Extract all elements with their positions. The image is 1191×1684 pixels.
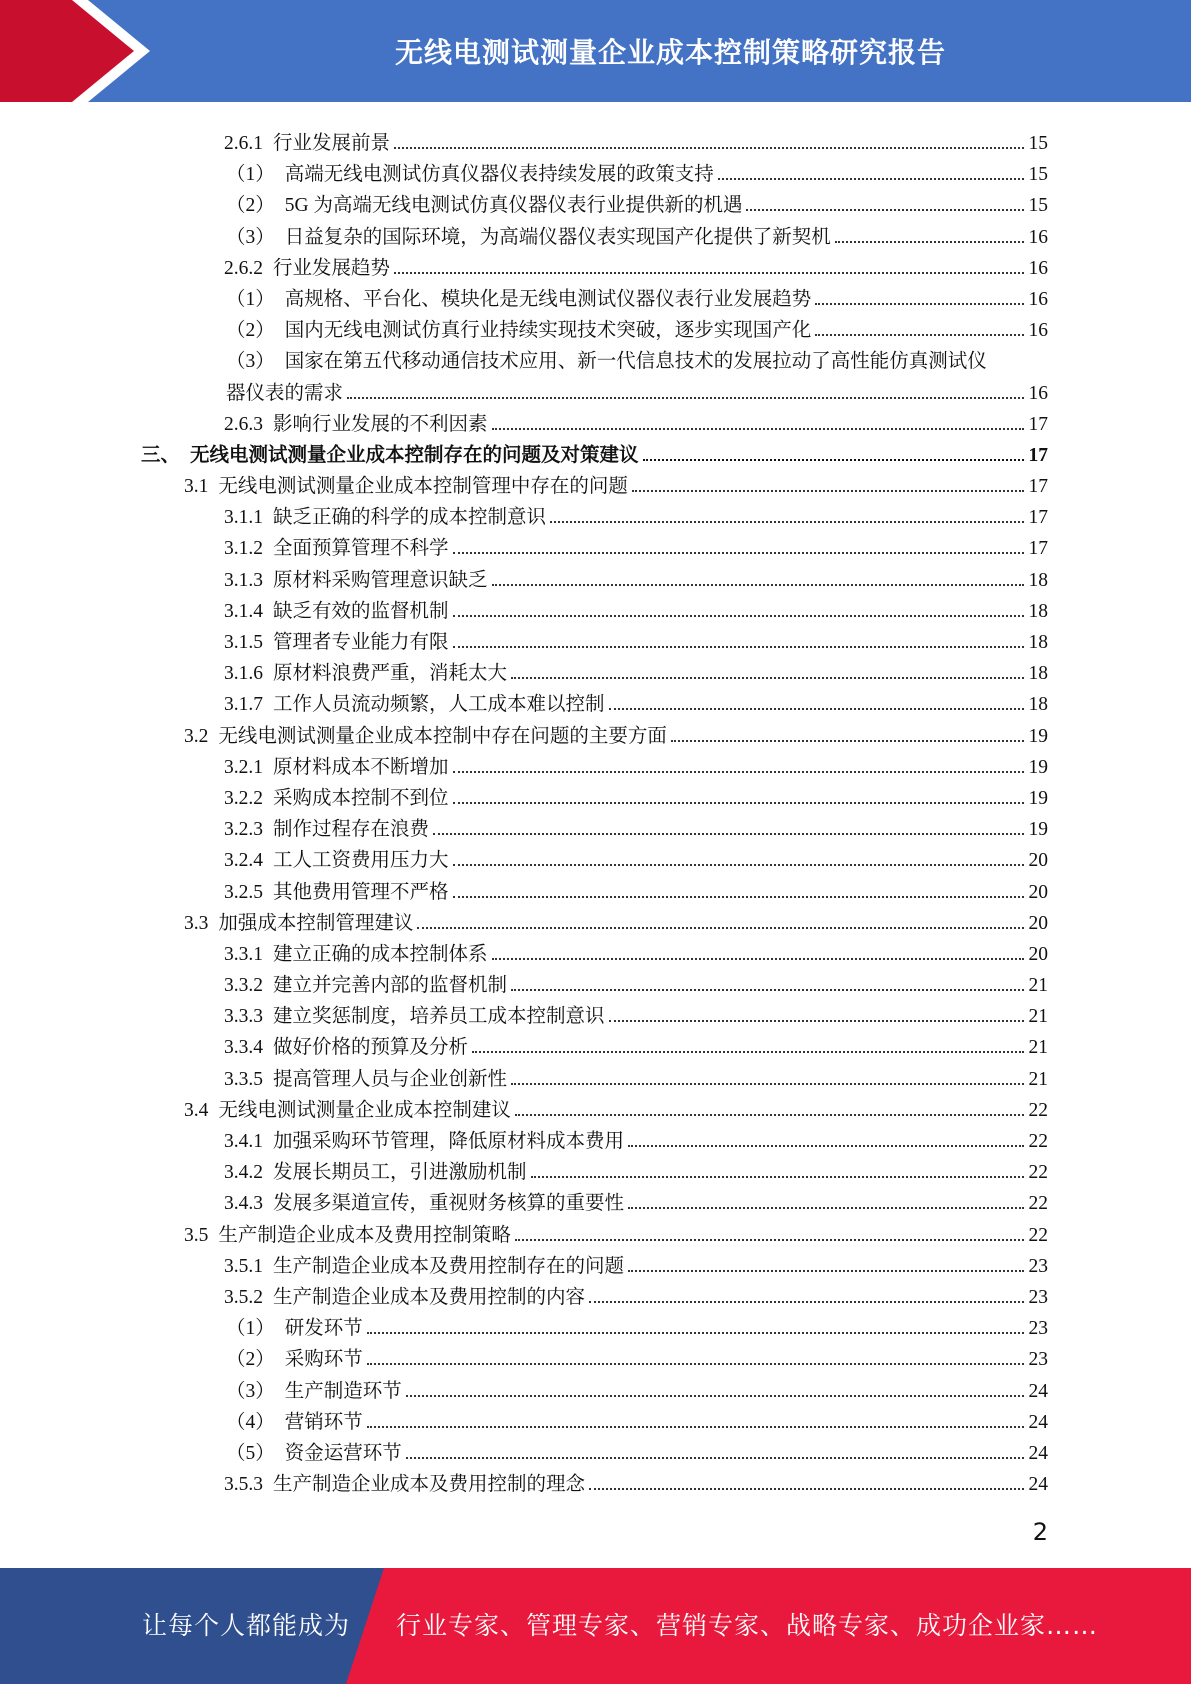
toc-entry[interactable] (0, 970, 1191, 1001)
toc-dot-leader (515, 1220, 1024, 1241)
toc-entry-title: 生产制造环节 (284, 1380, 402, 1402)
toc-entry-title: 资金运营环节 (284, 1442, 402, 1464)
toc-entry-title: 工人工资费用压力大 (273, 850, 449, 872)
toc-dot-leader (632, 471, 1024, 492)
table-of-contents (0, 128, 1191, 1500)
toc-entry[interactable] (0, 845, 1191, 876)
toc-entry-page: 24 (1028, 1442, 1048, 1464)
toc-entry-number: 3.1.4 (224, 600, 263, 622)
toc-entry[interactable] (0, 1001, 1191, 1032)
toc-entry[interactable] (0, 533, 1191, 564)
header-band (0, 0, 1191, 110)
toc-dot-leader (472, 1032, 1024, 1053)
toc-entry-page: 19 (1028, 819, 1048, 841)
toc-entry-number: 3.3.5 (224, 1068, 263, 1090)
toc-entry-title: 原材料采购管理意识缺乏 (273, 569, 488, 591)
toc-entry-title: 提高管理人员与企业创新性 (273, 1068, 508, 1090)
toc-entry[interactable] (0, 1157, 1191, 1188)
toc-entry-title: 行业发展趋势 (273, 257, 391, 279)
toc-entry-title: 管理者专业能力有限 (273, 632, 449, 653)
toc-entry-number: 3.1 (184, 476, 209, 498)
toc-entry-number: 3.1.3 (224, 569, 263, 591)
toc-entry-page: 22 (1028, 1099, 1048, 1121)
toc-entry-page: 21 (1028, 1006, 1048, 1028)
toc-entry[interactable] (0, 1220, 1191, 1251)
toc-entry-page: 20 (1028, 943, 1048, 965)
toc-entry-number: 3.5.2 (224, 1286, 263, 1308)
toc-entry-number: 3.4.1 (224, 1131, 263, 1152)
toc-entry-page: 23 (1028, 1349, 1048, 1371)
toc-entry-number: 3.1.6 (224, 663, 263, 685)
toc-entry-page: 18 (1028, 632, 1048, 653)
toc-entry-title: 无线电测试测量企业成本控制存在的问题及对策建议 (190, 444, 639, 466)
toc-dot-leader (453, 533, 1024, 554)
toc-entry-title: 缺乏有效的监督机制 (273, 600, 449, 622)
toc-dot-leader (492, 565, 1024, 586)
toc-entry-number: 3.3.1 (224, 943, 263, 965)
toc-dot-leader (394, 128, 1024, 149)
toc-entry[interactable] (0, 1032, 1191, 1063)
toc-dot-leader (609, 689, 1024, 710)
toc-entry[interactable] (0, 939, 1191, 970)
toc-entry[interactable] (0, 627, 1191, 658)
toc-entry-page: 19 (1028, 787, 1048, 809)
toc-entry-number: （2） (226, 320, 275, 342)
footer-band (0, 1568, 1191, 1684)
toc-entry[interactable] (0, 1438, 1191, 1469)
toc-entry-number: （5） (226, 1442, 275, 1464)
toc-entry[interactable] (0, 877, 1191, 908)
toc-dot-leader (347, 378, 1024, 399)
toc-dot-leader (406, 1376, 1024, 1397)
toc-entry[interactable] (0, 1064, 1191, 1095)
toc-entry[interactable] (0, 346, 1191, 377)
toc-entry[interactable] (0, 1126, 1191, 1157)
toc-entry[interactable] (0, 1344, 1191, 1375)
toc-entry[interactable] (0, 1095, 1191, 1126)
toc-entry-title: 5G 为高端无线电测试仿真仪器仪表行业提供新的机遇 (284, 195, 743, 217)
toc-dot-leader (515, 1095, 1024, 1116)
toc-entry[interactable] (0, 689, 1191, 720)
toc-dot-leader (453, 783, 1024, 804)
toc-entry-number: 3.2.1 (224, 756, 263, 778)
toc-dot-leader (531, 1157, 1024, 1178)
toc-dot-leader (417, 908, 1024, 929)
toc-entry-number: （3） (226, 1380, 275, 1402)
toc-dot-leader (367, 1313, 1024, 1334)
toc-entry-page: 21 (1028, 1068, 1048, 1090)
toc-entry[interactable] (0, 1376, 1191, 1407)
toc-entry-title: 发展多渠道宣传，重视财务核算的重要性 (273, 1193, 625, 1215)
toc-entry[interactable] (0, 284, 1191, 315)
toc-entry[interactable] (0, 721, 1191, 752)
toc-entry-page: 22 (1028, 1193, 1048, 1215)
toc-entry[interactable] (0, 1407, 1191, 1438)
toc-dot-leader (492, 409, 1024, 430)
toc-entry-number: 3.2.3 (224, 819, 263, 841)
toc-entry-number: 3.2.5 (224, 881, 263, 903)
toc-dot-leader (815, 284, 1024, 305)
toc-dot-leader (492, 939, 1024, 960)
toc-entry[interactable] (0, 409, 1191, 440)
toc-entry-title: 发展长期员工，引进激励机制 (273, 1162, 527, 1184)
toc-dot-leader (628, 1126, 1024, 1147)
toc-entry-page: 22 (1028, 1162, 1048, 1184)
toc-entry-page: 24 (1028, 1411, 1048, 1433)
toc-entry-number: 2.6.1 (224, 133, 263, 154)
toc-entry-title: 无线电测试测量企业成本控制建议 (218, 1099, 511, 1121)
toc-entry-number: 3.2.4 (224, 850, 263, 872)
toc-dot-leader (589, 1282, 1024, 1303)
toc-entry-title: 加强成本控制管理建议 (218, 912, 414, 934)
toc-dot-leader (453, 752, 1024, 773)
toc-entry-title: 工作人员流动频繁，人工成本难以控制 (273, 694, 605, 716)
toc-entry-title: 国内无线电测试仿真行业持续实现技术突破，逐步实现国产化 (284, 320, 812, 342)
toc-entry[interactable] (0, 783, 1191, 814)
toc-dot-leader (367, 1407, 1024, 1428)
toc-entry-number: （3） (226, 351, 275, 373)
toc-entry[interactable] (0, 253, 1191, 284)
toc-entry-title: 生产制造企业成本及费用控制存在的问题 (273, 1255, 625, 1277)
toc-entry-number: （3） (226, 226, 275, 248)
toc-entry-number: （2） (226, 1349, 275, 1371)
toc-entry-page: 22 (1028, 1131, 1048, 1152)
toc-entry[interactable] (0, 1313, 1191, 1344)
toc-entry-page: 23 (1028, 1255, 1048, 1277)
toc-entry[interactable] (0, 222, 1191, 253)
toc-entry-number: 3.1.7 (224, 694, 263, 716)
toc-entry-number: （1） (226, 288, 275, 310)
toc-entry-page: 17 (1028, 444, 1048, 466)
toc-entry-page: 16 (1028, 288, 1048, 310)
toc-entry-title: 原材料浪费严重，消耗太大 (273, 663, 508, 685)
toc-entry-title: 影响行业发展的不利因素 (273, 413, 488, 435)
report-title: 无线电测试测量企业成本控制策略研究报告 (394, 36, 946, 69)
toc-entry-number: 3.1.2 (224, 538, 263, 560)
toc-dot-leader (394, 253, 1024, 274)
toc-entry-number: 3.3.3 (224, 1006, 263, 1028)
toc-entry[interactable] (0, 1282, 1191, 1313)
toc-entry-number: 3.5 (184, 1224, 209, 1246)
toc-entry-page: 21 (1028, 975, 1048, 997)
toc-dot-leader (609, 1001, 1024, 1022)
toc-dot-leader (406, 1438, 1024, 1459)
toc-entry-title: 全面预算管理不科学 (273, 538, 449, 560)
toc-dot-leader (671, 721, 1024, 742)
toc-entry-page: 17 (1028, 507, 1048, 529)
toc-entry-number: 3.4 (184, 1099, 209, 1121)
toc-entry-page: 24 (1028, 1380, 1048, 1402)
toc-entry-title: 行业发展前景 (273, 133, 391, 154)
toc-dot-leader (453, 877, 1024, 898)
toc-entry-page: 15 (1028, 133, 1048, 154)
toc-entry-title: 建立奖惩制度，培养员工成本控制意识 (273, 1006, 605, 1028)
toc-entry-title: 加强采购环节管理，降低原材料成本费用 (273, 1131, 625, 1152)
toc-entry[interactable] (0, 565, 1191, 596)
toc-entry-number: （1） (226, 1318, 275, 1340)
toc-dot-leader (815, 315, 1024, 336)
toc-entry-page: 17 (1028, 476, 1048, 498)
toc-entry-page: 18 (1028, 663, 1048, 685)
toc-dot-leader (746, 190, 1024, 211)
toc-entry[interactable] (0, 315, 1191, 346)
toc-entry-title: 国家在第五代移动通信技术应用、新一代信息技术的发展拉动了高性能仿真测试仪 (284, 351, 987, 373)
toc-entry-title: 制作过程存在浪费 (273, 819, 430, 841)
toc-entry-title: 采购环节 (284, 1349, 363, 1371)
toc-entry[interactable] (0, 1188, 1191, 1219)
toc-entry-number: 3.4.3 (224, 1193, 263, 1215)
toc-entry-number: 3.3 (184, 912, 209, 934)
toc-entry-number: （1） (226, 164, 275, 186)
toc-entry-number: 3.1.5 (224, 632, 263, 653)
toc-dot-leader (511, 970, 1024, 991)
toc-entry-page: 23 (1028, 1318, 1048, 1340)
toc-entry-page: 18 (1028, 569, 1048, 591)
page-number: 2 (1032, 1518, 1048, 1546)
toc-entry-title: 建立正确的成本控制体系 (273, 943, 488, 965)
toc-entry-page: 16 (1028, 226, 1048, 248)
footer-slogan-left: 让每个人都能成为 (142, 1611, 351, 1640)
toc-entry-number: 3.5.3 (224, 1474, 263, 1496)
toc-dot-leader (718, 159, 1024, 180)
toc-dot-leader (835, 222, 1024, 243)
toc-dot-leader (453, 596, 1024, 617)
toc-entry-number: 3.1.1 (224, 507, 263, 529)
toc-entry-page: 17 (1028, 413, 1048, 435)
toc-entry[interactable] (0, 658, 1191, 689)
toc-entry-page: 19 (1028, 756, 1048, 778)
toc-entry-title: 高端无线电测试仿真仪器仪表持续发展的政策支持 (284, 164, 714, 186)
toc-dot-leader (550, 502, 1024, 523)
toc-entry[interactable] (0, 378, 1191, 409)
toc-entry-title: 研发环节 (284, 1318, 363, 1340)
toc-entry-title: 建立并完善内部的监督机制 (273, 975, 508, 997)
toc-entry[interactable] (0, 1251, 1191, 1282)
toc-entry-page: 23 (1028, 1286, 1048, 1308)
footer-slogan-right: 行业专家、管理专家、营销专家、战略专家、成功企业家…… (396, 1611, 1099, 1640)
toc-entry[interactable] (0, 1469, 1191, 1500)
toc-entry-title: 高规格、平台化、模块化是无线电测试仪器仪表行业发展趋势 (284, 288, 812, 310)
toc-entry[interactable] (0, 471, 1191, 502)
toc-entry-number: （2） (226, 195, 275, 217)
toc-entry[interactable] (0, 190, 1191, 221)
toc-entry-page: 20 (1028, 912, 1048, 934)
toc-dot-leader (628, 1188, 1024, 1209)
toc-entry-page: 17 (1028, 538, 1048, 560)
toc-entry-page: 15 (1028, 164, 1048, 186)
toc-entry-page: 19 (1028, 725, 1048, 747)
toc-dot-leader (433, 814, 1024, 835)
toc-entry[interactable] (0, 159, 1191, 190)
toc-entry-page: 22 (1028, 1224, 1048, 1246)
toc-entry-number: 3.3.2 (224, 975, 263, 997)
toc-entry-number: 3.3.4 (224, 1037, 263, 1059)
toc-entry-number: 3.2 (184, 725, 209, 747)
toc-entry-title: 原材料成本不断增加 (273, 756, 449, 778)
toc-entry-page: 18 (1028, 600, 1048, 622)
toc-entry-page: 18 (1028, 694, 1048, 716)
toc-entry-title: 生产制造企业成本及费用控制的内容 (273, 1286, 586, 1308)
toc-entry-number: 2.6.3 (224, 413, 263, 435)
toc-dot-leader (367, 1344, 1024, 1365)
toc-entry-title: 无线电测试测量企业成本控制中存在问题的主要方面 (218, 725, 667, 747)
toc-entry-number: （4） (226, 1411, 275, 1433)
toc-entry[interactable] (0, 596, 1191, 627)
toc-entry[interactable] (0, 128, 1191, 159)
toc-entry-page: 20 (1028, 881, 1048, 903)
toc-entry[interactable] (0, 440, 1191, 471)
toc-entry-title: 采购成本控制不到位 (273, 787, 449, 809)
toc-entry-page: 16 (1028, 257, 1048, 279)
toc-entry-page: 16 (1028, 382, 1048, 404)
toc-entry-number: 3.4.2 (224, 1162, 263, 1184)
toc-entry[interactable] (0, 908, 1191, 939)
toc-dot-leader (453, 627, 1024, 648)
toc-dot-leader (643, 440, 1024, 461)
toc-entry-title: 生产制造企业成本及费用控制策略 (218, 1224, 511, 1246)
toc-entry[interactable] (0, 502, 1191, 533)
toc-dot-leader (511, 1064, 1024, 1085)
toc-dot-leader (628, 1251, 1024, 1272)
toc-entry-title: 日益复杂的国际环境，为高端仪器仪表实现国产化提供了新契机 (284, 226, 831, 248)
toc-entry-title: 缺乏正确的科学的成本控制意识 (273, 507, 547, 529)
toc-entry-number: 3.5.1 (224, 1255, 263, 1277)
toc-entry-title: 器仪表的需求 (226, 382, 344, 404)
toc-entry[interactable] (0, 752, 1191, 783)
toc-entry-title: 做好价格的预算及分析 (273, 1037, 469, 1059)
toc-dot-leader (453, 845, 1024, 866)
toc-entry-title: 营销环节 (284, 1411, 363, 1433)
toc-entry-page: 21 (1028, 1037, 1048, 1059)
toc-entry-number: 2.6.2 (224, 257, 263, 279)
toc-entry-page: 15 (1028, 195, 1048, 217)
toc-entry-title: 其他费用管理不严格 (273, 881, 449, 903)
toc-dot-leader (589, 1469, 1024, 1490)
toc-entry-title: 无线电测试测量企业成本控制管理中存在的问题 (218, 476, 628, 498)
toc-entry-number: 三、 (141, 444, 181, 466)
toc-entry[interactable] (0, 814, 1191, 845)
toc-entry-page: 20 (1028, 850, 1048, 872)
toc-dot-leader (511, 658, 1024, 679)
toc-entry-title: 生产制造企业成本及费用控制的理念 (273, 1474, 586, 1496)
toc-entry-number: 3.2.2 (224, 787, 263, 809)
toc-entry-page: 24 (1028, 1474, 1048, 1496)
toc-entry-page: 16 (1028, 320, 1048, 342)
